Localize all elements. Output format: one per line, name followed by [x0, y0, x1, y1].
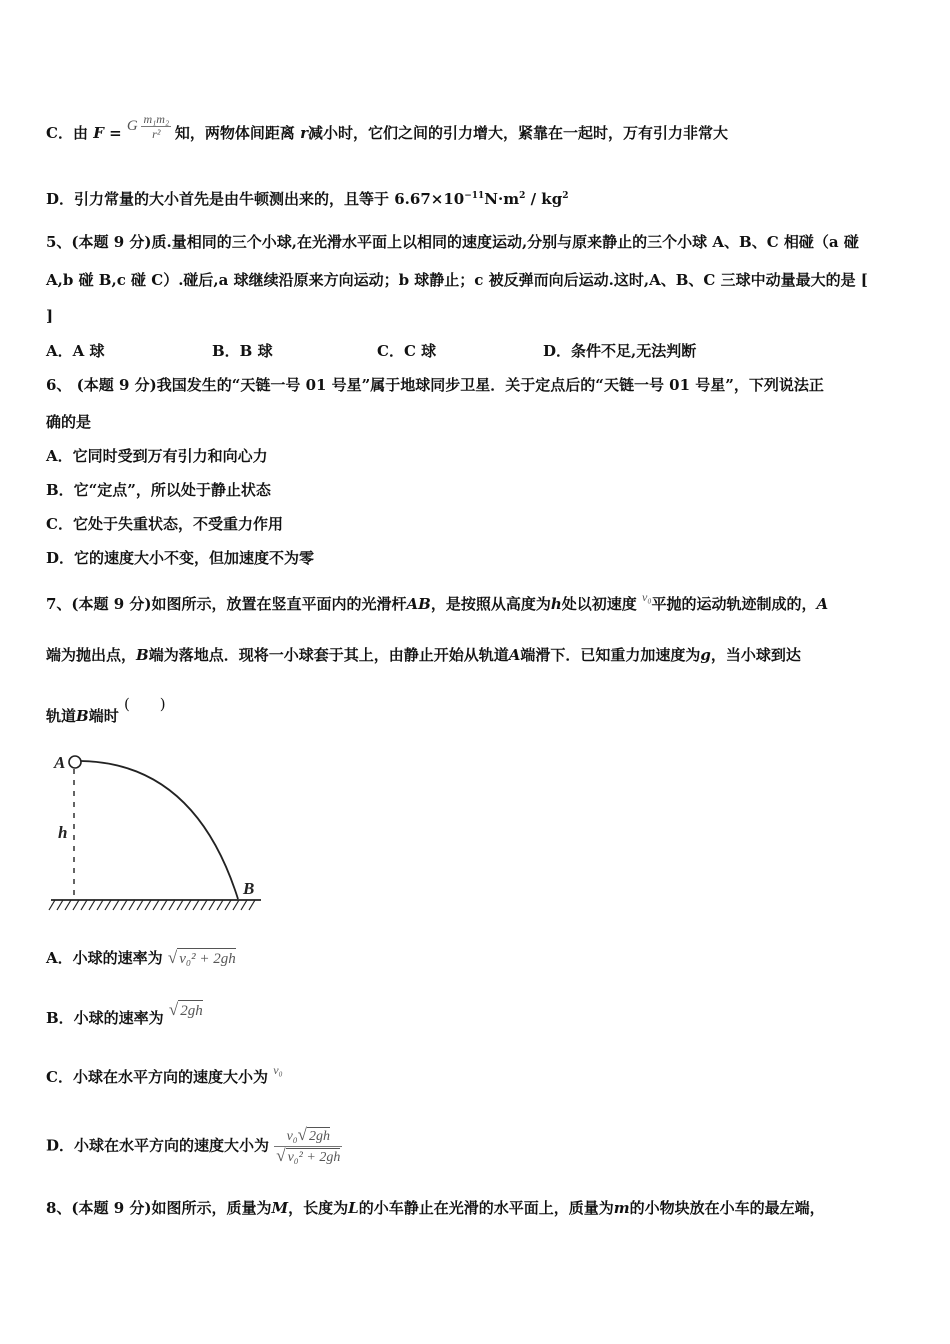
force-symbol: F: [93, 123, 104, 142]
answer-blank: ( ): [123, 695, 166, 713]
point-b-label: B: [243, 879, 255, 898]
point-a-label: A: [54, 753, 66, 772]
q6-option-b: B．它“定点”，所以处于静止状态: [46, 481, 271, 499]
q7-option-c: C．小球在水平方向的速度大小为 $^{v_0}$: [46, 1063, 283, 1086]
q5-stem-line3: ]: [46, 307, 54, 325]
trajectory-figure: [45, 745, 275, 915]
q6-stem-line1: 6、 (本题 9 分)我国发生的“天链一号 01 号星”属于地球同步卫星．关于定点后的“天链一号 01 号星”，下列说法正: [46, 376, 824, 394]
q7-stem-line1: 7、(本题 9 分)如图所示，放置在竖直平面内的光滑杆AB，是按照从高度为h处以初速度 $^{v_0}$平抛的运动轨迹制成的，A: [46, 590, 829, 613]
ball-icon: [69, 756, 81, 768]
ground-hatching: [49, 900, 255, 910]
gravitation-formula: G $\frac{\text{m₁m₂}}{\text{r²}}$: [126, 112, 170, 141]
q8-stem-line1: 8、(本题 9 分)如图所示，质量为M，长度为L的小车静止在光滑的水平面上，质量为m的小物块放在小车的最左端，: [46, 1199, 825, 1217]
q5-option-c: C．C 球: [377, 342, 437, 360]
q7-option-b: B．小球的速率为 √ 2gh: [46, 1000, 203, 1027]
q6-option-d: D．它的速度大小不变，但加速度不为零: [46, 549, 315, 567]
q5-option-a: A．A 球: [46, 342, 105, 360]
q5-option-d: D．条件不足,无法判断: [543, 342, 697, 360]
q5-option-b: B．B 球: [212, 342, 273, 360]
q6-option-a: A．它同时受到万有引力和向心力: [46, 447, 268, 465]
q7-stem-line3: 轨道B端时 ( ): [46, 695, 166, 725]
v0-symbol: v₀: [642, 590, 652, 604]
q6-option-c: C．它处于失重状态，不受重力作用: [46, 515, 283, 533]
q4-option-c: C．由 F = G $\frac{\text{m₁m₂}}{\text{r²}}$ 知，两物体间距离 r减小时，它们之间的引力增大，紧靠在一起时，万有引力非常大: [46, 112, 729, 142]
height-label: h: [58, 823, 68, 842]
q6-stem-line2: 确的是: [46, 413, 92, 431]
q7-option-d: D．小球在水平方向的速度大小为 $\frac{\text{v₀√ 2gh}}{\text{√ v₀² + 2gh}}$: [46, 1125, 341, 1165]
q5-stem-line1: 5、(本题 9 分)质.量相同的三个小球,在光滑水平面上以相同的速度运动,分别与原来静止的三个小球 A、B、C 相碰（a 碰: [46, 233, 859, 251]
option-d-fraction: $\frac{\text{v₀√ 2gh}}{\text{√ v₀² + 2gh}}$: [276, 1125, 341, 1165]
q5-stem-line2: A,b 碰 B,c 碰 C）.碰后,a 球继续沿原来方向运动；b 球静止；c 被反弹而向后运动.这时,A、B、C 三球中动量最大的是 [: [46, 271, 868, 289]
q7-option-a: A．小球的速率为 √ v₀² + 2gh: [46, 948, 236, 967]
q7-stem-line2: 端为抛出点，B端为落地点．现将一小球套于其上，由静止开始从轨道A端滑下．已知重力加速度为g，当小球到达: [46, 646, 801, 664]
q4-option-d: D．引力常量的大小首先是由牛顿测出来的，且等于 $6.67\times 10^{-11}N\cdot m^2 / kg^2$: [46, 190, 569, 208]
trajectory-curve: [81, 761, 238, 899]
